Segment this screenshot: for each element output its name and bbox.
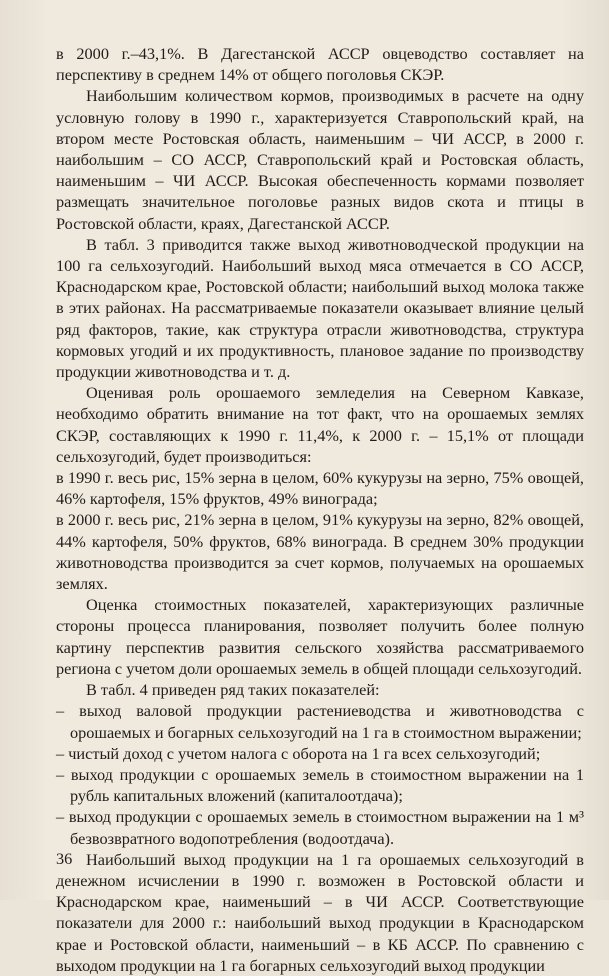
- paragraph-2000-output: в 2000 г. весь рис, 21% зерна в целом, 91% кукурузы на зерно, 82% овощей, 44% картофеля, 50% фруктов, 68% винограда. В среднем 30% продукции животноводства производится за счет кормов, получаемых на орошаемых землях.: [56, 510, 584, 594]
- paragraph-table-4-intro: В табл. 4 приведен ряд таких показателей:: [86, 680, 380, 700]
- paragraph-1990-output: в 1990 г. весь рис, 15% зерна в целом, 60% кукурузы на зерно, 75% овощей, 46% картофеля, 15% фруктов, 49% винограда;: [56, 468, 584, 509]
- paragraph-livestock-output: В табл. 3 приводится также выход животноводческой продукции на 100 га сельхозугодий. Наибольший выход мяса отмечается в СО АССР, Краснодарском крае, Ростовской области; наибольший выход молока также в этих районах. На рассматриваемые показатели оказывает влияние целый ряд факторов, такие, как структура отрасли животноводства, структура кормовых угодий и их продуктивность, плановое задание по производству продукции животноводства и т. д.: [56, 234, 584, 382]
- list-item-capital-return: – выход продукции с орошаемых земель в стоимостном выражении на 1 рубль капитальных вложений (капиталоотдача);: [56, 764, 584, 806]
- paragraph-irrigated-farming: Оценивая роль орошаемого земледелия на Северном Кавказе, необходимо обратить внимание на тот факт, что на орошаемых землях СКЭР, составляющих к 1990 г. 11,4%, к 2000 г. – 15,1% от площади сельхозугодий, будет производиться:: [56, 383, 584, 466]
- paragraph-cost-indicators: Оценка стоимостных показателей, характеризующих различные стороны процесса планирования, позволяет получить более полную картину перспектив развития сельского хозяйства рассматриваемого региона с учетом доли орошаемых земель в общей площади сельхозугодий.: [56, 595, 584, 678]
- paragraph-sheep-breeding: в 2000 г.–43,1%. В Дагестанской АССР овцеводство составляет на перспективу в среднем 14% от общего поголовья СКЭР.: [56, 44, 584, 85]
- body-text: [56, 43, 584, 976]
- list-item-net-income: – чистый доход с учетом налога с оборота на 1 га всех сельхозугодий;: [56, 743, 541, 763]
- paragraph-highest-output: Наибольший выход продукции на 1 га орошаемых сельхозугодий в денежном исчислении в 1990 г. возможен в Ростовской области и Краснодарском крае, наименьший – в ЧИ АССР. Соответствующие показатели для 2000 г.: наибольший выход продукции в Краснодарском крае и Ростовской области, наименьший – в КБ АССР. По сравнению с выходом продукции на 1 га богарных сельхозугодий выход продукции: [56, 849, 584, 975]
- page-number: 36: [56, 849, 73, 868]
- paragraph-feed-production: Наибольшим количеством кормов, производимых в расчете на одну условную голову в 1990 г., характеризуется Ставропольский край, на втором месте Ростовская область, наименьшим – ЧИ АССР, в 2000 г. наибольшим – СО АССР, Ставропольский край и Ростовская область, наименьшим – ЧИ АССР. Высокая обеспеченность кормами позволяет размещать значительное поголовье разных видов скота и птицы в Ростовской области, краях, Дагестанской АССР.: [56, 86, 584, 233]
- list-item-gross-output: – выход валовой продукции растениеводства и животноводства с орошаемых и богарных сельхозугодий на 1 га в стоимостном выражении;: [56, 701, 584, 742]
- list-item-water-return: – выход продукции с орошаемых земель в стоимостном выражении на 1 м³ безвозвратного водопотребления (водоотдача).: [56, 807, 584, 848]
